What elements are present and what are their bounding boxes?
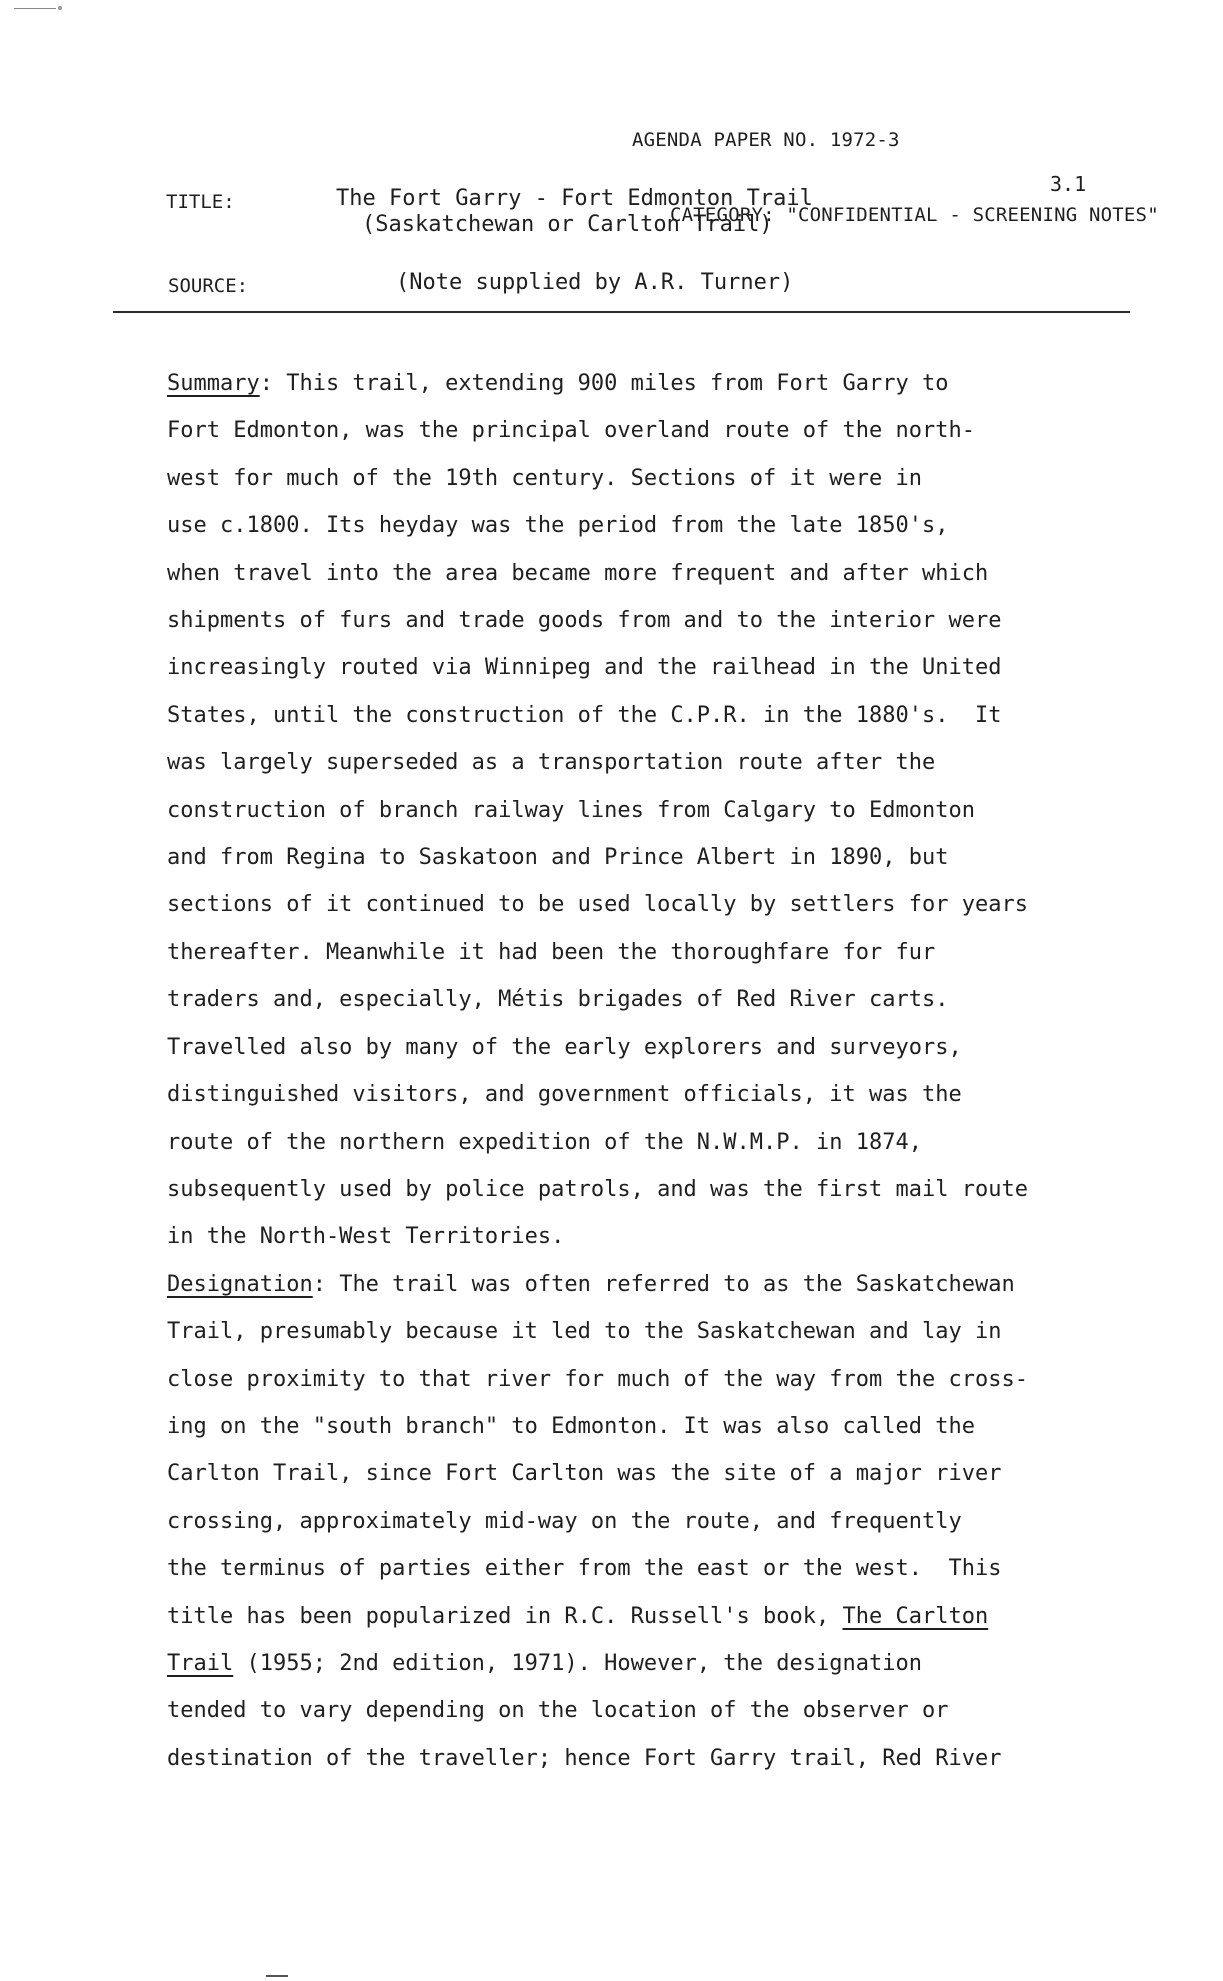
summary-line: distinguished visitors, and government officials, it was the bbox=[167, 1082, 962, 1108]
summary-line: Fort Edmonton, was the principal overland route of the north- bbox=[167, 418, 975, 444]
page-number: 3.1 bbox=[1050, 172, 1087, 196]
summary-line: traders and, especially, Métis brigades of Red River carts. bbox=[167, 987, 949, 1013]
summary-line: Travelled also by many of the early explorers and surveyors, bbox=[167, 1034, 962, 1060]
designation-line: destination of the traveller; hence Fort Garry trail, Red River bbox=[167, 1745, 1002, 1771]
summary-line: increasingly routed via Winnipeg and the railhead in the United bbox=[167, 655, 1002, 681]
horizontal-rule bbox=[113, 311, 1130, 313]
summary-line: sections of it continued to be used locally by settlers for years bbox=[167, 892, 1028, 918]
designation-line: Trail, presumably because it led to the Saskatchewan and lay in bbox=[167, 1319, 1002, 1345]
summary-line: in the North-West Territories. bbox=[167, 1224, 565, 1250]
category-line: CATEGORY: "CONFIDENTIAL - SCREENING NOTES" bbox=[670, 204, 1159, 226]
summary-line: subsequently used by police patrols, and was the first mail route bbox=[167, 1176, 1028, 1202]
title-line-1: The Fort Garry - Fort Edmonton Trail bbox=[336, 186, 813, 211]
agenda-paper-number: AGENDA PAPER NO. 1972-3 bbox=[632, 129, 900, 151]
summary-line: west for much of the 19th century. Sections of it were in bbox=[167, 465, 922, 491]
summary-line: shipments of furs and trade goods from and to the interior were bbox=[167, 608, 1002, 634]
source-value: (Note supplied by A.R. Turner) bbox=[396, 270, 794, 295]
summary-line: States, until the construction of the C.P.R. in the 1880's. It bbox=[167, 702, 1002, 728]
designation-line: (1955; 2nd edition, 1971). However, the designation bbox=[233, 1650, 922, 1676]
book-title: The Carlton bbox=[842, 1603, 989, 1629]
designation-heading: Designation bbox=[167, 1271, 313, 1297]
summary-line: route of the northern expedition of the N.W.M.P. in 1874, bbox=[167, 1129, 922, 1155]
scan-dot bbox=[58, 6, 62, 10]
source-label: SOURCE: bbox=[168, 275, 249, 297]
summary-line: thereafter. Meanwhile it had been the thoroughfare for fur bbox=[167, 939, 936, 965]
summary-line: was largely superseded as a transportation route after the bbox=[167, 750, 936, 776]
title-label: TITLE: bbox=[166, 191, 235, 213]
body-text bbox=[167, 360, 1127, 1782]
designation-line: title has been popularized in R.C. Russell's book, bbox=[167, 1603, 843, 1629]
summary-line: : This trail, extending 900 miles from Fort Garry to bbox=[259, 371, 949, 396]
designation-line: the terminus of parties either from the east or the west. This bbox=[167, 1556, 1002, 1582]
summary-line: construction of branch railway lines from Calgary to Edmonton bbox=[167, 797, 975, 823]
designation-line: : The trail was often referred to as the Saskatchewan bbox=[312, 1271, 1015, 1297]
title-value bbox=[336, 186, 813, 238]
summary-line: when travel into the area became more frequent and after which bbox=[167, 560, 989, 586]
title-line-2: (Saskatchewan or Carlton Trail) bbox=[362, 212, 773, 237]
designation-line: crossing, approximately mid-way on the route, and frequently bbox=[167, 1508, 962, 1534]
summary-heading: Summary bbox=[167, 371, 260, 396]
designation-line: Carlton Trail, since Fort Carlton was the site of a major river bbox=[167, 1461, 1002, 1487]
book-title-continued: Trail bbox=[167, 1650, 234, 1676]
scan-mark bbox=[14, 8, 56, 9]
scan-mark-bottom bbox=[266, 1975, 288, 1977]
designation-line: close proximity to that river for much of the way from the cross- bbox=[167, 1366, 1028, 1392]
summary-line: and from Regina to Saskatoon and Prince Albert in 1890, but bbox=[167, 845, 949, 871]
summary-line: use c.1800. Its heyday was the period from the late 1850's, bbox=[167, 513, 949, 539]
designation-line: tended to vary depending on the location of the observer or bbox=[167, 1698, 949, 1724]
designation-line: ing on the "south branch" to Edmonton. It was also called the bbox=[167, 1413, 975, 1439]
